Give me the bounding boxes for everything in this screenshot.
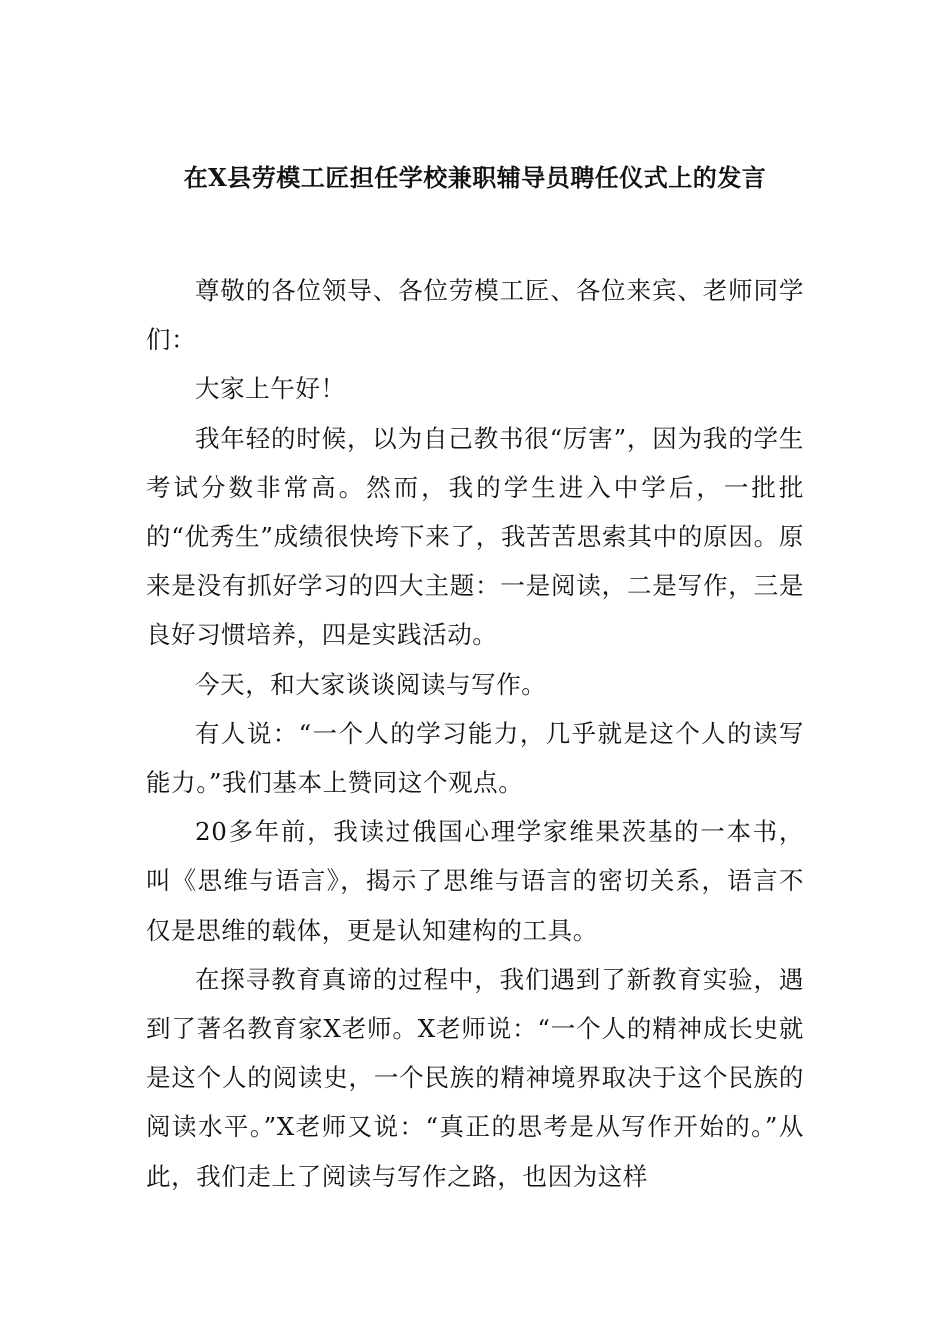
body-paragraph: 今天，和大家谈谈阅读与写作。 (195, 669, 547, 699)
greeting-paragraph: 大家上午好！ (195, 374, 346, 404)
document-title: 在X县劳模工匠担任学校兼职辅导员聘任仪式上的发言 (183, 163, 767, 192)
document-body (146, 266, 804, 1201)
body-paragraph: 在探寻教育真谛的过程中，我们遇到了新教育实验，遇到了著名教育家X老师。X老师说：“一个人的精神成长史就是这个人的阅读史，一个民族的精神境界取决于这个民族的阅读水平。”X老师又说：“真正的思考是从写作开始的。”从此，我们走上了阅读与写作之路，也因为这样 (146, 964, 804, 1191)
body-paragraph: 有人说：“一个人的学习能力，几乎就是这个人的读写能力。”我们基本上赞同这个观点。 (146, 718, 804, 798)
salutation-paragraph: 尊敬的各位领导、各位劳模工匠、各位来宾、老师同学们： (146, 276, 804, 355)
body-paragraph: 我年轻的时候，以为自己教书很“厉害”，因为我的学生考试分数非常高。然而，我的学生进入中学后，一批批的“优秀生”成绩很快垮下来了，我苦苦思索其中的原因。原来是没有抓好学习的四大主题：一是阅读，二是写作，三是良好习惯培养，四是实践活动。 (146, 423, 804, 650)
body-paragraph: 20多年前，我读过俄国心理学家维果茨基的一本书，叫《思维与语言》，揭示了思维与语言的密切关系，语言不仅是思维的载体，更是认知建构的工具。 (146, 817, 804, 945)
